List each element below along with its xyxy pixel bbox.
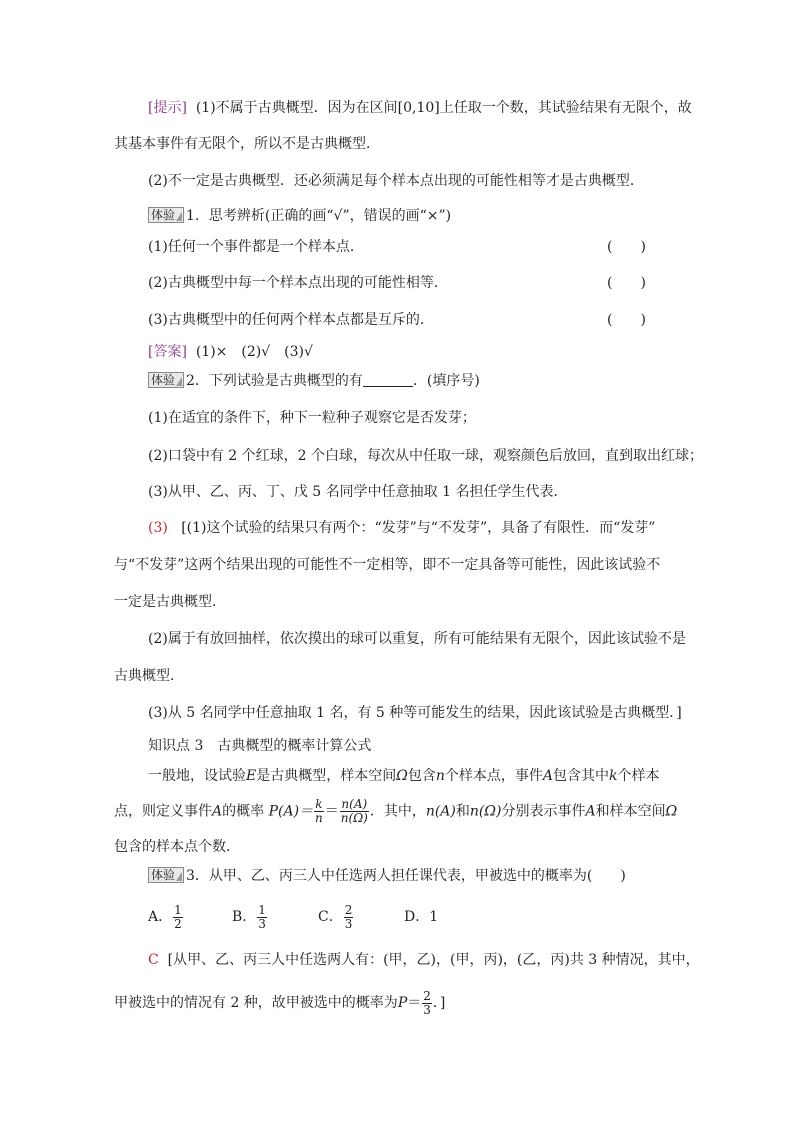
ex2-title: 体验 2．下列试验是古典概型的有 ．(填序号) xyxy=(148,371,480,391)
ex1-title: 体验 1．思考辨析(正确的画“√”，错误的画“×”) xyxy=(148,206,451,226)
ex1-item-1: (1)任何一个事件都是一个样本点． xyxy=(148,239,364,255)
ex1-tag: 体验 xyxy=(148,207,184,223)
ex1-item-2: (2)古典概型中每一个样本点出现的可能性相等． xyxy=(148,275,448,291)
ex2-answer: (3) xyxy=(148,520,168,536)
kp-line-3: 包含的样本点个数． xyxy=(114,839,240,855)
kp-frac-kn: $\frac{k}{n}$ xyxy=(315,797,323,825)
ex2-item-3: (3)从甲、乙、丙、丁、戊 5 名同学中任意抽取 1 名担任学生代表． xyxy=(148,484,568,500)
hint-line-1: [提示] (1)不属于古典概型．因为在区间[0,10]上任取一个数，其试验结果有无限个，故 xyxy=(148,100,692,116)
ex3-option-d[interactable]: D．1 xyxy=(404,909,439,925)
kp-frac-counts: $\frac{n(A)}{n(\Omega)}$ xyxy=(340,797,368,825)
ex2-sol-4: (2)属于有放回抽样，依次摸出的球可以重复，所有可能结果有无限个，因此该试验不是 xyxy=(148,631,686,647)
ex2-sol-5: 古典概型． xyxy=(114,668,184,684)
ex2-sol-1: (3) [(1)这个试验的结果只有两个：“发芽”与“不发芽”，具备了有限性．而“发芽” xyxy=(148,520,656,536)
ex1-item-3: (3)古典概型中的任何两个样本点都是互斥的． xyxy=(148,312,434,328)
ex3-option-b[interactable]: B． $\frac{1}{3}$ xyxy=(232,902,266,931)
ex3-tag: 体验 xyxy=(148,867,184,883)
ex1-answer-label: [答案] xyxy=(148,344,187,360)
kp-line-2: 点，则定义事件A的概率 P(A)＝ $\frac{k}{n}$ ＝ $\frac{n(A)}{n(\Omega)}$ ．其中，n(A)和n(Ω)分别表示事件A和样本空间Ω xyxy=(114,797,678,825)
ex3-sol-2: 甲被选中的情况有 2 种，故甲被选中的概率为P＝ $\frac{2}{3}$ ．] xyxy=(114,988,446,1017)
hint-label: [提示] xyxy=(148,100,187,116)
ex1-paren-1: ( ) xyxy=(607,239,646,255)
ex2-item-2: (2)口袋中有 2 个红球，2 个白球，每次从中任取一球，观察颜色后放回，直到取出红球； xyxy=(148,448,703,464)
ex2-sol-2: 与“不发芽”这两个结果出现的可能性不一定相等，即不一定具备等可能性，因此该试验不 xyxy=(114,557,661,573)
ex2-sol-6: (3)从 5 名同学中任意抽取 1 名，有 5 种等可能发生的结果，因此该试验是古典概型．] xyxy=(148,705,682,721)
kp-formula-lhs: P(A)＝ xyxy=(268,803,314,820)
ex3-answer: C xyxy=(148,952,159,968)
ex3-title: 体验 3．从甲、乙、丙三人中任选两人担任课代表，甲被选中的概率为( ) xyxy=(148,866,626,886)
kp-heading: 知识点 3 古典概型的概率计算公式 xyxy=(148,738,372,754)
ex1-paren-2: ( ) xyxy=(607,275,646,291)
ex2-item-1: (1)在适宜的条件下，种下一粒种子观察它是否发芽； xyxy=(148,410,476,426)
ex3-option-c[interactable]: C． $\frac{2}{3}$ xyxy=(318,902,353,931)
hint-line-3: (2)不一定是古典概型．还必须满足每个样本点出现的可能性相等才是古典概型． xyxy=(148,173,644,189)
ex1-paren-3: ( ) xyxy=(607,312,646,328)
ex1-answer: [答案] (1)× (2)√ (3)√ xyxy=(148,344,313,360)
ex2-sol-3: 一定是古典概型． xyxy=(114,594,226,610)
kp-line-1: 一般地，设试验E是古典概型，样本空间Ω包含n个样本点，事件A包含其中k个样本 xyxy=(148,768,660,784)
ex2-tag: 体验 xyxy=(148,372,184,388)
ex2-blank xyxy=(363,372,413,387)
ex3-option-a[interactable]: A． $\frac{1}{2}$ xyxy=(148,902,182,931)
ex3-sol-1: C [从甲、乙、丙三人中任选两人有：(甲，乙)，(甲，丙)，(乙，丙)共 3 种情况，其中， xyxy=(148,952,700,968)
hint-line-2: 其基本事件有无限个，所以不是古典概型． xyxy=(114,136,380,152)
